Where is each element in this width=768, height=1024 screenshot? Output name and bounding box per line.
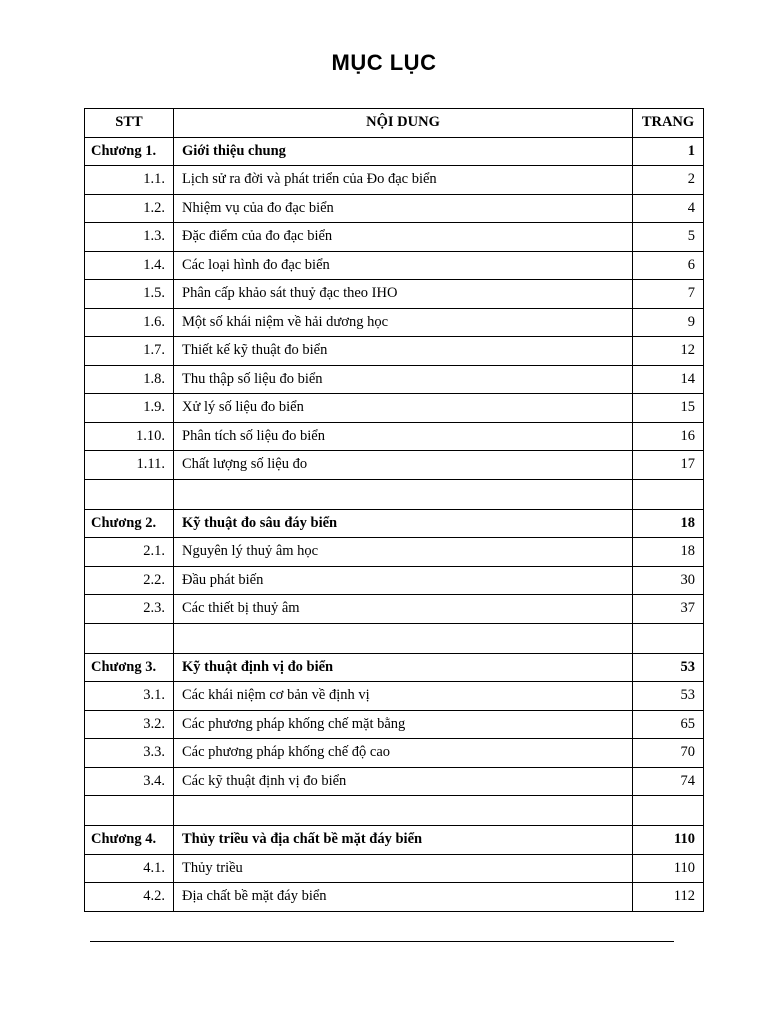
table-row bbox=[85, 337, 704, 366]
table-row bbox=[85, 682, 704, 711]
row-page: 112 bbox=[633, 883, 704, 912]
row-page: 74 bbox=[633, 767, 704, 796]
row-page: 6 bbox=[633, 251, 704, 280]
row-stt: 2.3. bbox=[85, 595, 174, 624]
table-row bbox=[85, 767, 704, 796]
table-row bbox=[85, 739, 704, 768]
spacer-row bbox=[85, 479, 704, 509]
row-content: Thu thập số liệu đo biển bbox=[174, 365, 633, 394]
row-content: Đầu phát biến bbox=[174, 566, 633, 595]
row-stt: 1.8. bbox=[85, 365, 174, 394]
table-body bbox=[85, 137, 704, 911]
row-page: 16 bbox=[633, 422, 704, 451]
row-content: Nhiệm vụ của đo đạc biển bbox=[174, 194, 633, 223]
row-page: 65 bbox=[633, 710, 704, 739]
row-content: Thủy triều và địa chất bề mặt đáy biển bbox=[174, 826, 633, 855]
table-row bbox=[85, 394, 704, 423]
row-stt: Chương 4. bbox=[85, 826, 174, 855]
table-row bbox=[85, 166, 704, 195]
row-content: Các khái niệm cơ bản về định vị bbox=[174, 682, 633, 711]
table-row bbox=[85, 194, 704, 223]
chapter-row bbox=[85, 653, 704, 682]
row-page: 17 bbox=[633, 451, 704, 480]
page-title: MỤC LỤC bbox=[331, 50, 437, 75]
row-stt: 3.2. bbox=[85, 710, 174, 739]
row-stt: 1.11. bbox=[85, 451, 174, 480]
row-content: Lịch sử ra đời và phát triển của Đo đạc biển bbox=[174, 166, 633, 195]
row-stt: 3.4. bbox=[85, 767, 174, 796]
table-row bbox=[85, 883, 704, 912]
row-page: 7 bbox=[633, 280, 704, 309]
header-stt: STT bbox=[85, 109, 174, 138]
row-content: Nguyên lý thuỷ âm học bbox=[174, 538, 633, 567]
row-content: Đặc điểm của đo đạc biển bbox=[174, 223, 633, 252]
row-content: Thiết kế kỹ thuật đo biển bbox=[174, 337, 633, 366]
row-stt: 4.1. bbox=[85, 854, 174, 883]
header-page: TRANG bbox=[633, 109, 704, 138]
row-content: Kỹ thuật định vị đo biển bbox=[174, 653, 633, 682]
row-page: 53 bbox=[633, 682, 704, 711]
row-page: 18 bbox=[633, 509, 704, 538]
table-row bbox=[85, 365, 704, 394]
row-stt: 3.1. bbox=[85, 682, 174, 711]
table-row bbox=[85, 223, 704, 252]
row-content: Phân tích số liệu đo biển bbox=[174, 422, 633, 451]
row-content: Các kỹ thuật định vị đo biển bbox=[174, 767, 633, 796]
row-stt: 1.6. bbox=[85, 308, 174, 337]
row-stt: Chương 2. bbox=[85, 509, 174, 538]
row-stt: Chương 3. bbox=[85, 653, 174, 682]
table-row bbox=[85, 566, 704, 595]
chapter-row bbox=[85, 509, 704, 538]
row-stt: 1.2. bbox=[85, 194, 174, 223]
row-content: Giới thiệu chung bbox=[174, 137, 633, 166]
table-row bbox=[85, 710, 704, 739]
row-content bbox=[174, 623, 633, 653]
row-page: 110 bbox=[633, 826, 704, 855]
row-content: Địa chất bề mặt đáy biển bbox=[174, 883, 633, 912]
row-content: Xử lý số liệu đo biển bbox=[174, 394, 633, 423]
row-stt: 2.1. bbox=[85, 538, 174, 567]
table-of-contents bbox=[84, 108, 704, 912]
row-content: Một số khái niệm về hải dương học bbox=[174, 308, 633, 337]
row-page: 9 bbox=[633, 308, 704, 337]
spacer-row bbox=[85, 796, 704, 826]
row-content: Các thiết bị thuỷ âm bbox=[174, 595, 633, 624]
table-row bbox=[85, 422, 704, 451]
table-row bbox=[85, 308, 704, 337]
row-page: 110 bbox=[633, 854, 704, 883]
row-page: 30 bbox=[633, 566, 704, 595]
row-stt: 1.1. bbox=[85, 166, 174, 195]
row-page: 5 bbox=[633, 223, 704, 252]
row-content bbox=[174, 479, 633, 509]
row-stt: 1.5. bbox=[85, 280, 174, 309]
row-content bbox=[174, 796, 633, 826]
table-row bbox=[85, 451, 704, 480]
row-content: Kỹ thuật đo sâu đáy biển bbox=[174, 509, 633, 538]
row-stt: 4.2. bbox=[85, 883, 174, 912]
row-stt: 1.9. bbox=[85, 394, 174, 423]
row-stt: 1.10. bbox=[85, 422, 174, 451]
row-stt bbox=[85, 623, 174, 653]
table-row bbox=[85, 854, 704, 883]
row-page: 2 bbox=[633, 166, 704, 195]
row-page: 70 bbox=[633, 739, 704, 768]
row-stt: Chương 1. bbox=[85, 137, 174, 166]
table-row bbox=[85, 538, 704, 567]
row-content: Thủy triều bbox=[174, 854, 633, 883]
row-stt: 2.2. bbox=[85, 566, 174, 595]
row-content: Chất lượng số liệu đo bbox=[174, 451, 633, 480]
row-page: 37 bbox=[633, 595, 704, 624]
row-page: 53 bbox=[633, 653, 704, 682]
spacer-row bbox=[85, 623, 704, 653]
row-page: 4 bbox=[633, 194, 704, 223]
row-page: 1 bbox=[633, 137, 704, 166]
table-header-row bbox=[85, 109, 704, 138]
table-row bbox=[85, 595, 704, 624]
row-page: 12 bbox=[633, 337, 704, 366]
table-row bbox=[85, 280, 704, 309]
row-stt: 1.3. bbox=[85, 223, 174, 252]
row-page bbox=[633, 796, 704, 826]
row-stt bbox=[85, 796, 174, 826]
table-row bbox=[85, 251, 704, 280]
row-page: 18 bbox=[633, 538, 704, 567]
row-content: Các loại hình đo đạc biển bbox=[174, 251, 633, 280]
row-content: Các phương pháp khống chế độ cao bbox=[174, 739, 633, 768]
footer-divider bbox=[90, 941, 674, 942]
chapter-row bbox=[85, 137, 704, 166]
row-page bbox=[633, 623, 704, 653]
row-content: Phân cấp khảo sát thuỷ đạc theo IHO bbox=[174, 280, 633, 309]
row-stt: 1.4. bbox=[85, 251, 174, 280]
row-page: 15 bbox=[633, 394, 704, 423]
chapter-row bbox=[85, 826, 704, 855]
row-stt: 3.3. bbox=[85, 739, 174, 768]
row-page: 14 bbox=[633, 365, 704, 394]
row-page bbox=[633, 479, 704, 509]
row-content: Các phương pháp khống chế mặt bằng bbox=[174, 710, 633, 739]
row-stt bbox=[85, 479, 174, 509]
row-stt: 1.7. bbox=[85, 337, 174, 366]
header-content: NỘI DUNG bbox=[174, 109, 633, 138]
